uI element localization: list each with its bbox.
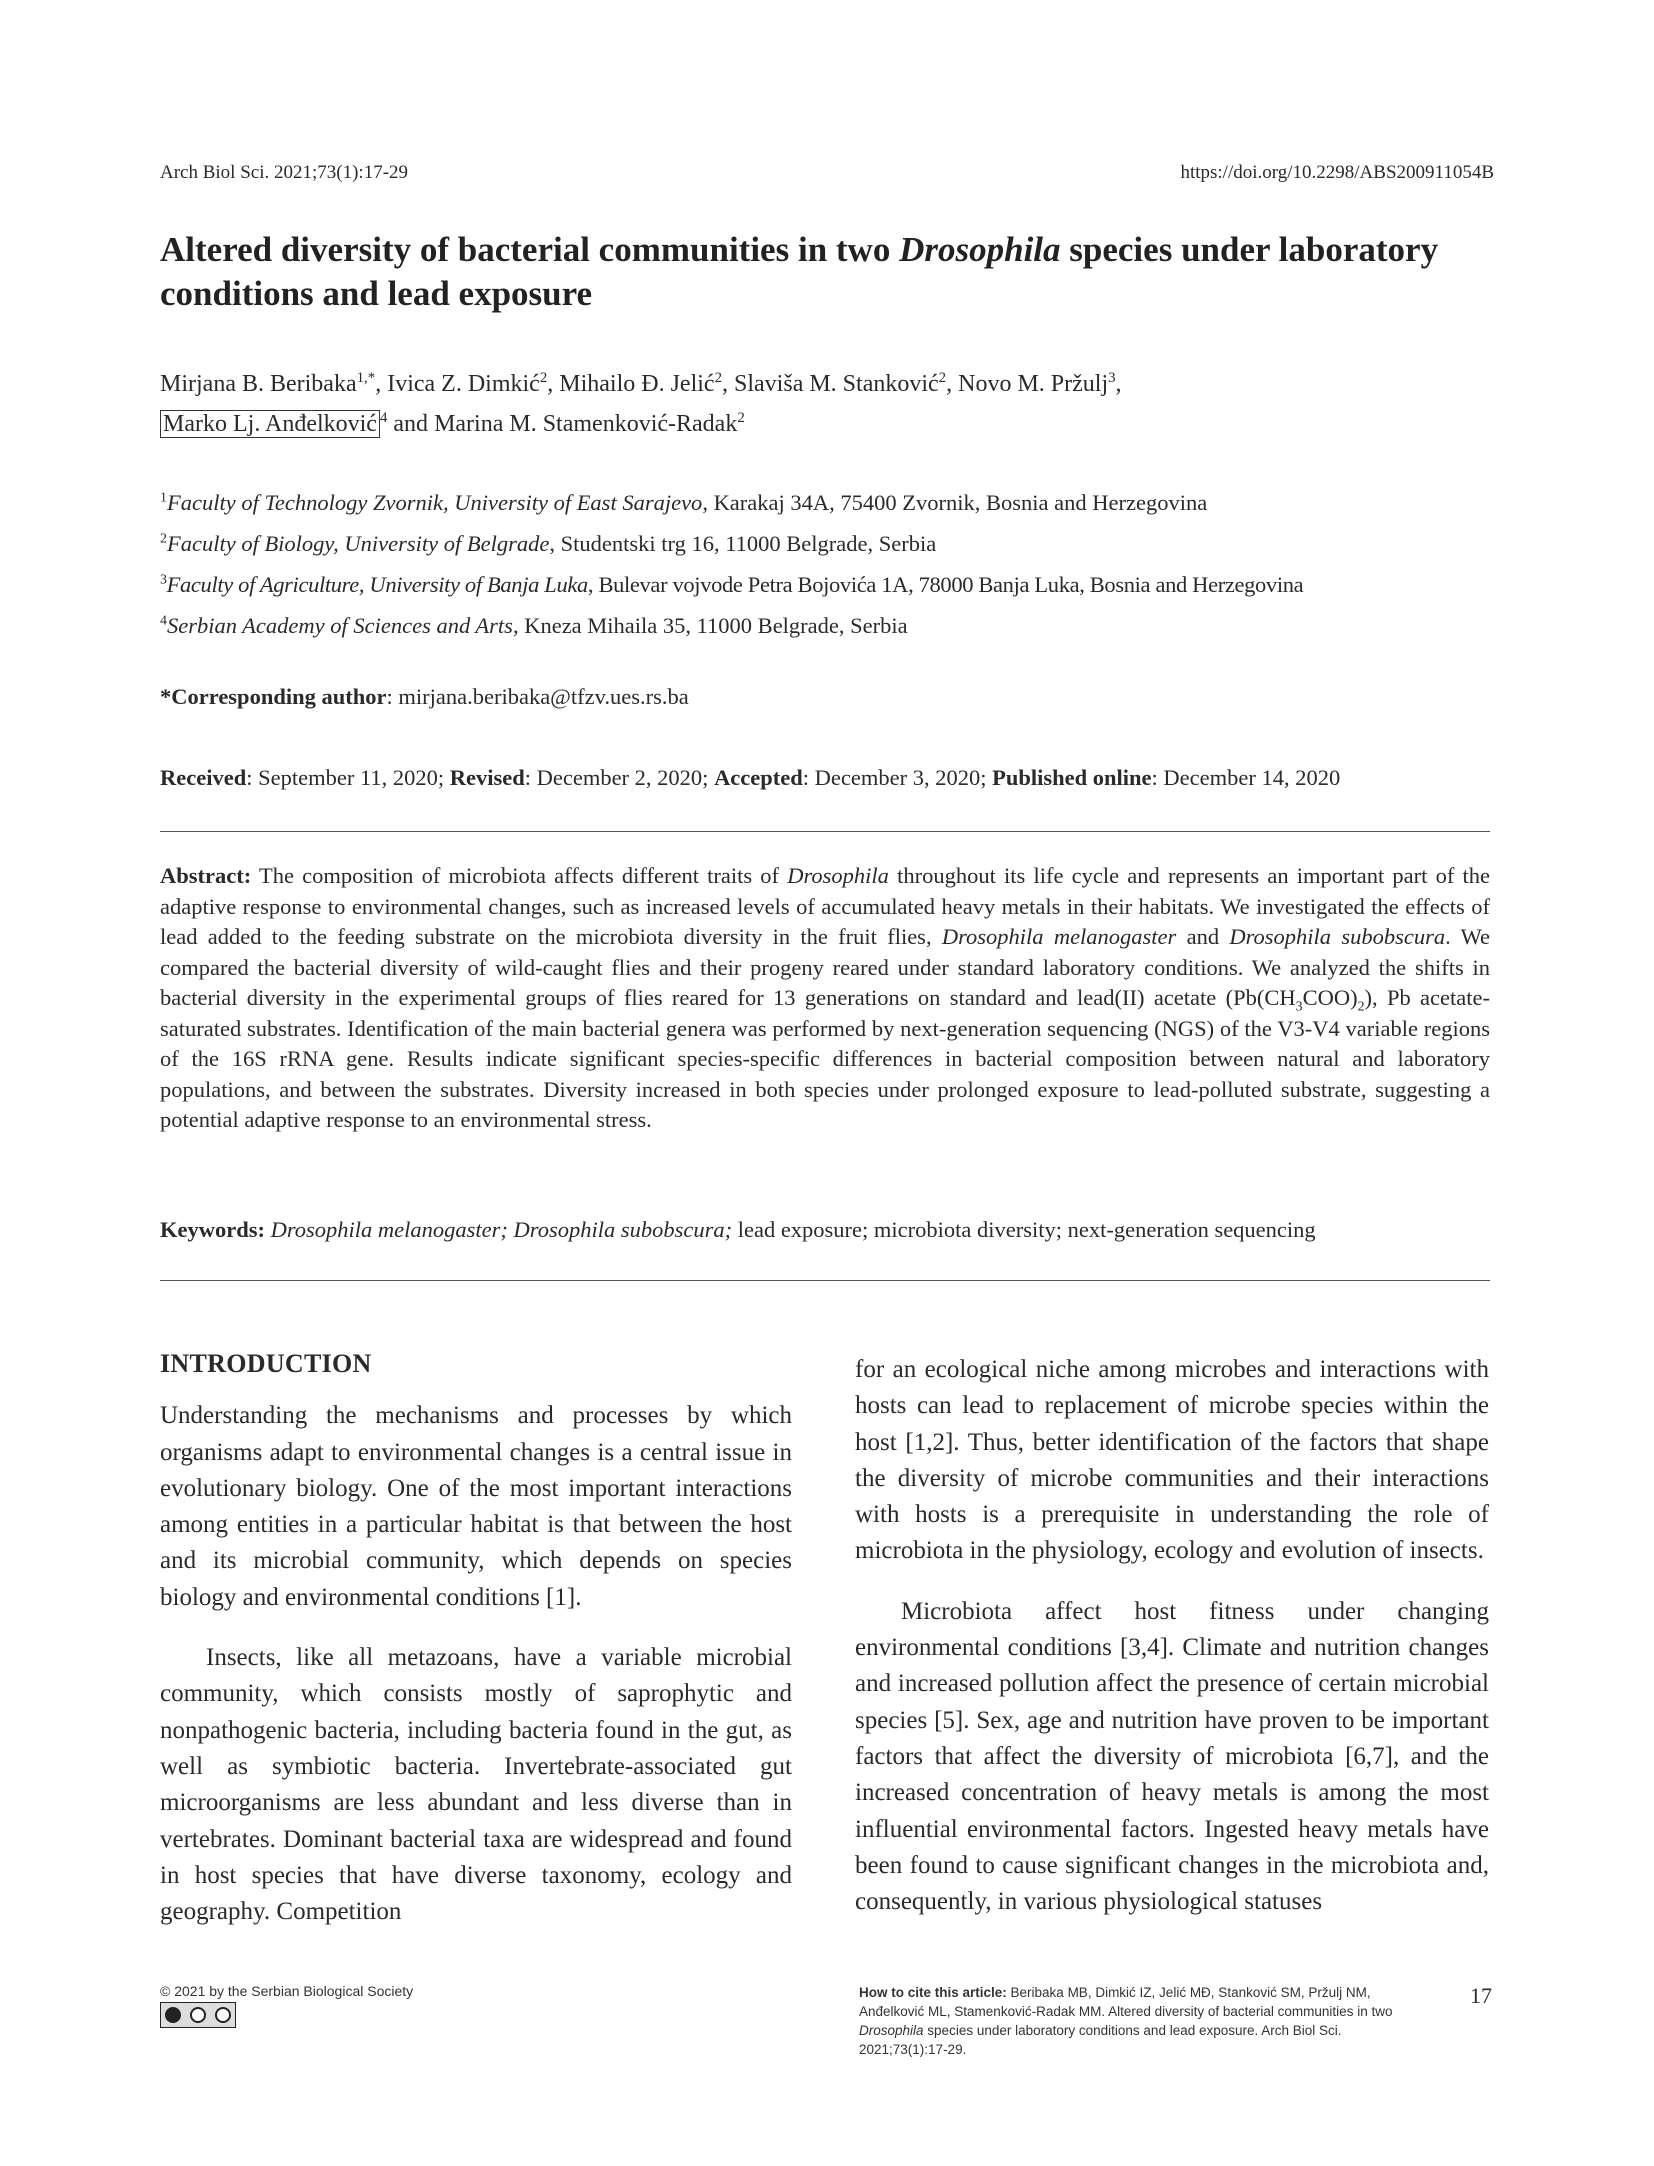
copyright-notice: © 2021 by the Serbian Biological Society [160,1983,414,1999]
nc-icon [215,2007,231,2023]
journal-reference: Arch Biol Sci. 2021;73(1):17-29 [160,162,409,183]
author-name: Slaviša M. Stanković [734,371,939,397]
paragraph: for an ecological niche among microbes and interactions with hosts can lead to replacement of microbe species within the host [1,2]. Thus, better identification of the factors that shape the diversity of microbe communities and their interactions with hosts is a prerequisite in understanding the role of microbiota in the physiology, ecology and evolution of insects. [855,1356,1489,1565]
author-name: Novo M. Pržulj [958,371,1109,397]
affiliations [160,482,1520,646]
section-heading: INTRODUCTION [160,1349,372,1378]
doi-link[interactable]: https://doi.org/10.2298/ABS200911054B [1180,162,1494,183]
corresponding-author: *Corresponding author: mirjana.beribaka@tfzv.ues.rs.ba [160,684,689,709]
page-number: 17 [1470,1983,1492,2008]
cc-by-nc-nd-icon[interactable] [160,2002,236,2028]
affiliation-3: $^3$Faculty of Agriculture, University of Banja Luka, Bulevar vojvode Petra Bojovića 1A, 78000 Banja Luka, Bosnia and Herzegovina [160,572,1304,597]
corresponding-email[interactable]: : mirjana.beribaka@tfzv.ues.rs.ba [386,684,689,709]
affiliation-2: $^2$Faculty of Biology, University of Belgrade, Studentski trg 16, 11000 Belgrade, Serbia [160,531,937,556]
affiliation-1: $^1$Faculty of Technology Zvornik, University of East Sarajevo, Karakaj 34A, 75400 Zvornik, Bosnia and Herzegovina [160,490,1208,515]
paragraph: Microbiota affect host fitness under changing environmental conditions [3,4]. Climate and nutrition changes and increased pollution affect the presence of certain microbial species [5]. Sex, age and nutrition have proven to be important factors that affect the diversity of microbiota [6,7], and the increased concentration of heavy metals is among the most influential environmental factors. Ingested heavy metals have been found to cause significant changes in the microbiota and, consequently, in various physiological statuses [855,1597,1489,1916]
article-title: Altered diversity of bacterial communities in two Drosophila species under laboratory conditions and lead exposure [160,230,1439,313]
keywords: Keywords: Drosophila melanogaster; Drosophila subobscura; lead exposure; microbiota diversity; next-generation sequencing [160,1217,1316,1242]
author-name: Ivica Z. Dimkić [387,371,540,397]
divider [160,831,1490,832]
divider [160,1280,1490,1281]
how-to-cite: How to cite this article: Beribaka MB, Dimkić IZ, Jelić MĐ, Stanković SM, Pržulj NM, Anđelković ML, Stamenković-Radak MM. Altered diversity of bacterial communities in two Drosophila species under laboratory conditions and lead exposure. Arch Biol Sci. 2021;73(1):17-29. [859,1985,1393,2057]
body-column-left [160,1346,792,1930]
paragraph: Understanding the mechanisms and processes by which organisms adapt to environmental changes is a central issue in evolutionary biology. One of the most important interactions among entities in a particular habitat is that between the host and its microbial community, which depends on species biology and environmental conditions [1]. [160,1402,792,1611]
author-name: Mirjana B. Beribaka [160,371,357,397]
author-list: Mirjana B. Beribaka$^{1,*}$, Ivica Z. Dimkić$^2$, Mihailo Đ. Jelić$^2$, Slaviša M. Stanković$^2$, Novo M. Pržulj$^3$, Marko Lj. Anđelković $^4$ and Marina M. Stamenković-Radak$^2$ [160,370,1122,437]
article-dates: Received: September 11, 2020; Revised: December 2, 2020; Accepted: December 3, 2020; Published online: December 14, 2020 [160,765,1341,790]
author-name: Marina M. Stamenković-Radak [434,411,738,437]
abstract: Abstract: The composition of microbiota affects different traits of Drosophila throughout its life cycle and represents an important part of the adaptive response to environmental changes, such as increased levels of accumulated heavy metals in their habitats. We investigated the effects of lead added to the feeding substrate on the microbiota diversity in the fruit flies, Drosophila melanogaster and Drosophila subobscura. We compared the bacterial diversity of wild-caught flies and their progeny reared under standard laboratory conditions. We analyzed the shifts in bacterial diversity in the experimental groups of flies reared for 13 generations on standard and lead(II) acetate $(Pb(CH_3COO)_2)$, Pb acetate-saturated substrates. Identification of the main bacterial genera was performed by next-generation sequencing (NGS) of the V3-V4 variable regions of the 16S rRNA gene. Results indicate significant species-specific differences in bacterial composition between natural and laboratory populations, and between the substrates. Diversity increased in both species under prolonged exposure to lead-polluted substrate, suggesting a potential adaptive response to an environmental stress. [160,863,1491,1132]
affiliation-4: $^4$Serbian Academy of Sciences and Arts, Kneza Mihaila 35, 11000 Belgrade, Serbia [160,613,908,638]
author-name-highlighted: Marko Lj. Anđelković [160,410,380,438]
cc-icon [165,2007,181,2023]
body-column-right [855,1352,1489,1920]
author-name: Mihailo Đ. Jelić [559,371,715,397]
by-icon [190,2007,206,2023]
paragraph: Insects, like all metazoans, have a variable microbial community, which consists mostly of saprophytic and nonpathogenic bacteria, including bacteria found in the gut, as well as symbiotic bacteria. Invertebrate-associated gut microorganisms are less abundant and less diverse than in vertebrates. Dominant bacterial taxa are widespread and found in host species that have diverse taxonomy, ecology and geography. Competition [160,1644,792,1926]
